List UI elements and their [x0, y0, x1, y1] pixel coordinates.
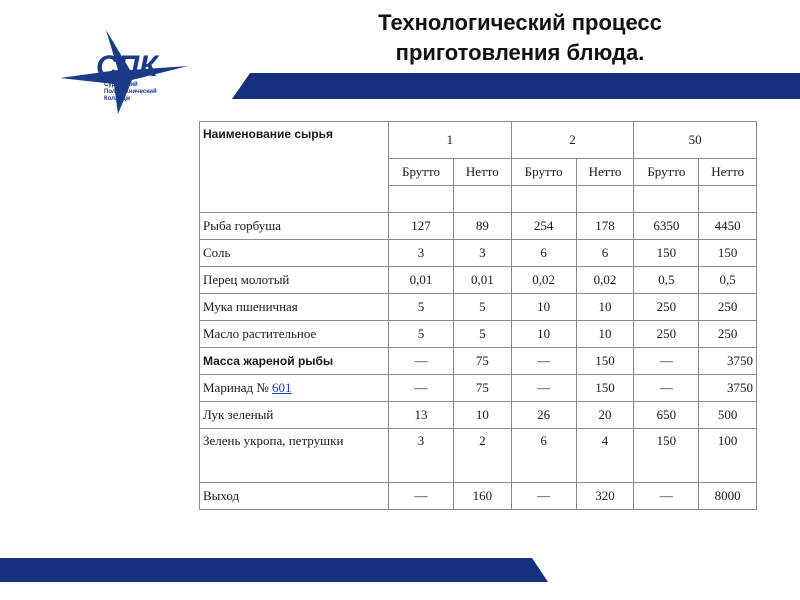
row-value: — [634, 348, 699, 375]
row-value: 250 [699, 294, 757, 321]
subheader-cell: Нетто [576, 159, 634, 186]
slide-title-line: Технологический процесс [378, 10, 662, 35]
row-name: Масса жареной рыбы [200, 348, 389, 375]
row-value: 127 [389, 213, 454, 240]
row-value: 20 [576, 402, 634, 429]
subheader-cell: Нетто [699, 159, 757, 186]
row-value: 320 [576, 483, 634, 510]
row-name: Соль [200, 240, 389, 267]
row-value: 250 [699, 321, 757, 348]
row-name: Масло растительное [200, 321, 389, 348]
group-header: 2 [511, 122, 634, 159]
row-value: 75 [454, 375, 512, 402]
row-value: 250 [634, 321, 699, 348]
row-value: 6350 [634, 213, 699, 240]
row-value: 150 [576, 375, 634, 402]
row-value: 178 [576, 213, 634, 240]
row-value: 150 [699, 240, 757, 267]
row-value: 5 [389, 321, 454, 348]
row-value: 3750 [699, 348, 757, 375]
row-value: 100 [699, 429, 757, 483]
row-value: 0,02 [511, 267, 576, 294]
row-value: 150 [634, 429, 699, 483]
row-value: 3750 [699, 375, 757, 402]
group-header: 1 [389, 122, 512, 159]
row-value: 13 [389, 402, 454, 429]
recipe-table [199, 121, 757, 510]
row-value: — [389, 375, 454, 402]
row-value: 6 [511, 240, 576, 267]
row-value: 3 [454, 240, 512, 267]
slide-title-line: приготовления блюда. [395, 40, 645, 65]
row-name-prefix: Маринад № [203, 380, 273, 395]
row-value: 0,02 [576, 267, 634, 294]
row-value: 150 [576, 348, 634, 375]
group-header: 50 [634, 122, 757, 159]
row-name: Зелень укропа, петрушки [200, 429, 389, 483]
row-value: 3 [389, 429, 454, 483]
top-band [0, 70, 800, 100]
table-row [200, 348, 757, 375]
row-value: 6 [576, 240, 634, 267]
row-value: 89 [454, 213, 512, 240]
row-value: 10 [511, 294, 576, 321]
table-row [200, 321, 757, 348]
row-value: 10 [576, 321, 634, 348]
subheader-cell: Брутто [634, 159, 699, 186]
row-value: 0,5 [699, 267, 757, 294]
row-value: 254 [511, 213, 576, 240]
row-value: 0,01 [454, 267, 512, 294]
empty-cell [389, 186, 454, 213]
row-value: 0,01 [389, 267, 454, 294]
table-row [200, 429, 757, 483]
row-value: 5 [389, 294, 454, 321]
table-row [200, 213, 757, 240]
header-name-cell: Наименование сырья [200, 122, 389, 213]
row-value: 150 [634, 240, 699, 267]
row-value: 26 [511, 402, 576, 429]
logo-subtitle-line: Колледж [104, 96, 131, 102]
row-value: — [511, 375, 576, 402]
row-value: 4 [576, 429, 634, 483]
row-value: 5 [454, 294, 512, 321]
row-value: 0,5 [634, 267, 699, 294]
subheader-cell: Брутто [511, 159, 576, 186]
empty-cell [699, 186, 757, 213]
row-value: 6 [511, 429, 576, 483]
empty-cell [634, 186, 699, 213]
row-value: — [389, 348, 454, 375]
row-value: 160 [454, 483, 512, 510]
row-name: Выход [200, 483, 389, 510]
row-value: — [634, 483, 699, 510]
row-value: 10 [454, 402, 512, 429]
row-value: — [511, 348, 576, 375]
empty-cell [576, 186, 634, 213]
slide-title [310, 8, 730, 68]
subheader-cell: Брутто [389, 159, 454, 186]
row-value: 2 [454, 429, 512, 483]
row-name: Мука пшеничная [200, 294, 389, 321]
row-value: 250 [634, 294, 699, 321]
row-value: — [389, 483, 454, 510]
empty-cell [511, 186, 576, 213]
logo-subtitle-line: Сургутский [104, 82, 138, 88]
empty-cell [454, 186, 512, 213]
table-row [200, 267, 757, 294]
subheader-cell: Нетто [454, 159, 512, 186]
row-name: Лук зеленый [200, 402, 389, 429]
row-name: Перец молотый [200, 267, 389, 294]
row-value: 3 [389, 240, 454, 267]
row-value: 8000 [699, 483, 757, 510]
row-value: 4450 [699, 213, 757, 240]
row-value: 5 [454, 321, 512, 348]
table-row [200, 483, 757, 510]
bottom-band [0, 557, 800, 587]
table-row [200, 402, 757, 429]
row-name [200, 375, 389, 402]
row-value: 500 [699, 402, 757, 429]
row-value: — [634, 375, 699, 402]
table-row [200, 294, 757, 321]
logo-text: СПК [96, 50, 158, 83]
row-value: 10 [576, 294, 634, 321]
table-row [200, 240, 757, 267]
recipe-601-link[interactable]: 601 [272, 380, 292, 395]
row-value: 10 [511, 321, 576, 348]
row-value: 650 [634, 402, 699, 429]
row-name: Рыба горбуша [200, 213, 389, 240]
row-value: 75 [454, 348, 512, 375]
row-value: — [511, 483, 576, 510]
logo-subtitle-line: Политехнический [104, 89, 157, 95]
table-row [200, 375, 757, 402]
